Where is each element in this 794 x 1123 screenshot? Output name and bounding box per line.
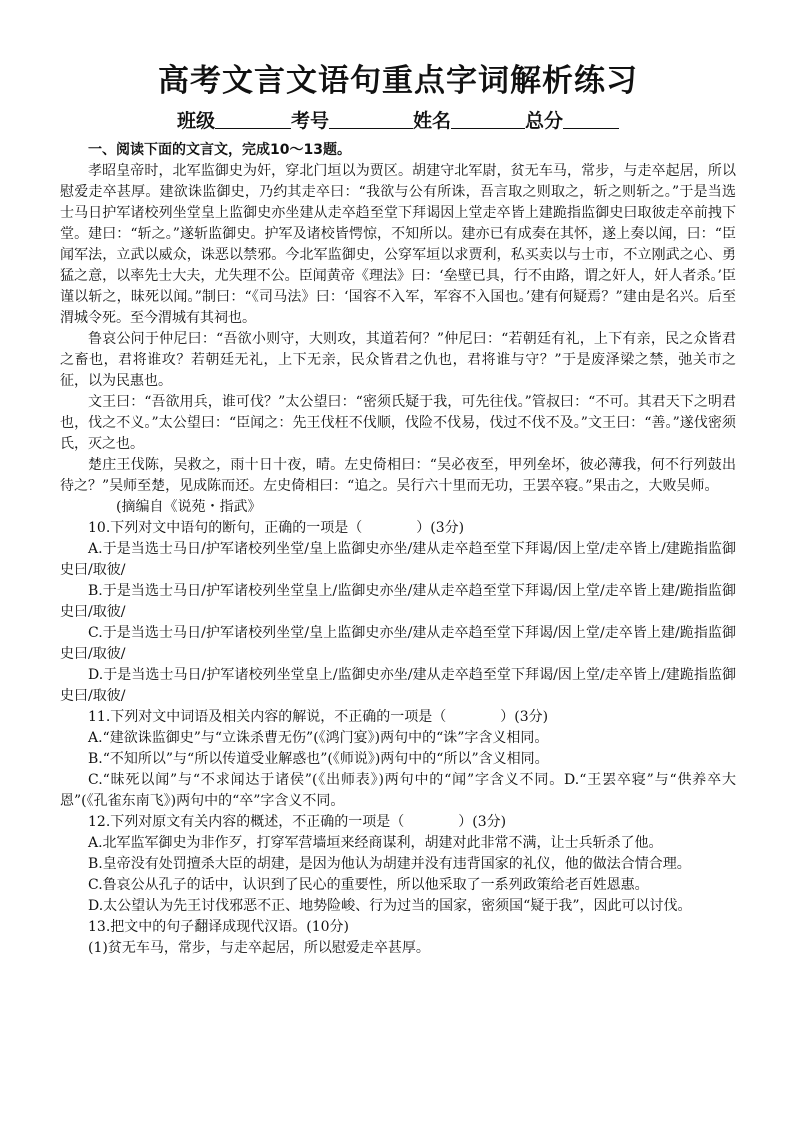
question-10-option-d[interactable]: D.于是当选士马日/护军诸校列坐堂皇上/监御史亦坐/建从走卒趋至堂下拜谒/因上堂/走卒皆上/建跪指监御史曰/取彼/ [60,667,736,704]
number-blank[interactable] [329,110,413,129]
question-11-option-b[interactable]: B.“不知所以”与“所以传道受业解惑也”(《师说》)两句中的“所以”含义相同。 [88,751,549,767]
question-10-option-b[interactable]: B.于是当选士马日/护军诸校列坐堂皇上/监御史亦坐/建从走卒趋至堂下拜谒/因上堂/走卒皆上建/跪指监御史曰/取彼/ [60,583,736,620]
passage-paragraph-3: 文王曰：“吾欲用兵，谁可伐？”太公望曰：“密须氏疑于我，可先往伐。”管叔曰：“不可。其君天下之明君也，伐之不义。”太公望曰：“臣闻之：先王伐枉不伐顺，伐险不伐易，伐过不伐不及。”文王曰：“善。”遂伐密须氏，灭之也。 [60,394,736,452]
question-11-option-a[interactable]: A.“建欲诛监御史”与“立诛杀曹无伤”(《鸿门宴》)两句中的“诛”字含义相同。 [88,730,549,746]
question-11-text: 11.下列对文中词语及相关内容的解说，不正确的一项是（ [88,709,447,725]
question-10-score: ）(3分) [416,520,465,536]
question-12-score: ）(3分) [458,814,507,830]
exam-page [60,58,736,959]
question-10-text: 10.下列对文中语句的断句，正确的一项是（ [88,520,363,536]
passage-paragraph-1: 孝昭皇帝时，北军监御史为奸，穿北门垣以为贾区。胡建守北军尉，贫无车马，常步，与走卒起居，所以慰爱走卒甚厚。建欲诛监御史，乃约其走卒曰：“我欲与公有所诛，吾言取之则取之，斩之则斩之。”于是当选士马日护军诸校列坐堂皇上监御史亦坐建从走卒趋至堂下拜谒因上堂走卒皆上建跪指监御史曰取彼走卒前拽下堂。建曰：“斩之。”遂斩监御史。护军及诸校皆愕惊，不知所以。建亦已有成奏在其怀，遂上奏以闻，曰：“臣闻军法，立武以威众，诛恶以禁邪。今北军监御史，公穿军垣以求贾利，私买卖以与士市，不立刚武之心、勇猛之意，以率先士大夫，尤失理不公。臣闻黄帝《理法》曰：‘垒壁已具，行不由路，谓之奸人，奸人者杀。’臣谨以斩之，昧死以闻。”制曰：“《司马法》曰：‘国容不入军，军容不入国也。’建有何疑焉？”建由是名兴。后至渭城令死。至今渭城有其祠也。 [60,163,736,326]
section-heading: 一、阅读下面的文言文，完成10～13题。 [88,142,351,158]
class-label: 班级 [176,110,215,132]
question-10-option-c[interactable]: C.于是当选士马日/护军诸校列坐堂/皇上监御史亦坐/建从走卒趋至堂下拜谒/因上堂/走卒皆上建/跪指监御史曰/取彼/ [60,625,736,662]
question-12-option-d[interactable]: D.太公望认为先王讨伐邪恶不正、地势险峻、行为过当的国家，密须国“疑于我”，因此可以讨伐。 [88,898,692,914]
question-13-stem: 13.把文中的句子翻译成现代汉语。(10分) [88,919,350,935]
question-10-option-a[interactable]: A.于是当选士马日/护军诸校列坐堂/皇上监御史亦坐/建从走卒趋至堂下拜谒/因上堂/走卒皆上/建跪指监御史曰/取彼/ [60,541,736,578]
score-label: 总分 [525,110,564,132]
question-12-option-b[interactable]: B.皇帝没有处罚擅杀大臣的胡建，是因为他认为胡建并没有违背国家的礼仪，他的做法合情合理。 [88,856,691,872]
class-blank[interactable] [215,110,291,129]
question-12-option-a[interactable]: A.北军监军御史为非作歹，打穿军营墙垣来经商谋利，胡建对此非常不满，让士兵斩杀了他。 [88,835,663,851]
passage-paragraph-2: 鲁哀公问于仲尼曰：“吾欲小则守，大则攻，其道若何？”仲尼曰：“若朝廷有礼，上下有亲，民之众皆君之畜也，君将谁攻？若朝廷无礼，上下无亲，民众皆君之仇也，君将谁与守？”于是废泽梁之禁，弛关市之征，以为民惠也。 [60,331,736,389]
question-12-stem [60,812,736,833]
question-12-option-c[interactable]: C.鲁哀公从孔子的话中，认识到了民心的重要性，所以他采取了一系列政策给老百姓恩惠。 [88,877,649,893]
question-11-stem [60,707,736,728]
question-10-stem [60,518,736,539]
passage-paragraph-4: 楚庄王伐陈，吴救之，雨十日十夜，晴。左史倚相曰：“吴必夜至，甲列垒坏，彼必薄我，何不行列鼓出待之？”吴师至楚，见成陈而还。左史倚相曰：“追之。吴行六十里而无功，王罢卒寝。”果击之，大败吴师。 [60,457,736,494]
score-blank[interactable] [563,110,619,129]
name-blank[interactable] [451,110,525,129]
question-11-option-cd[interactable]: C.“昧死以闻”与“不求闻达于诸侯”(《出师表》)两句中的“闻”字含义不同。D.“王罢卒寝”与“供养卒大恩”(《孔雀东南飞》)两句中的“卒”字含义不同。 [60,772,736,809]
name-label: 姓名 [413,110,452,132]
student-info-line [60,106,736,136]
question-13-item-1: (1)贫无车马，常步，与走卒起居，所以慰爱走卒甚厚。 [88,940,430,956]
question-11-score: ）(3分) [500,709,549,725]
number-label: 考号 [290,110,329,132]
question-12-text: 12.下列对原文有关内容的概述，不正确的一项是（ [88,814,405,830]
page-title: 高考文言文语句重点字词解析练习 [158,63,638,99]
passage-source: (摘编自《说苑・指武》 [116,499,262,515]
